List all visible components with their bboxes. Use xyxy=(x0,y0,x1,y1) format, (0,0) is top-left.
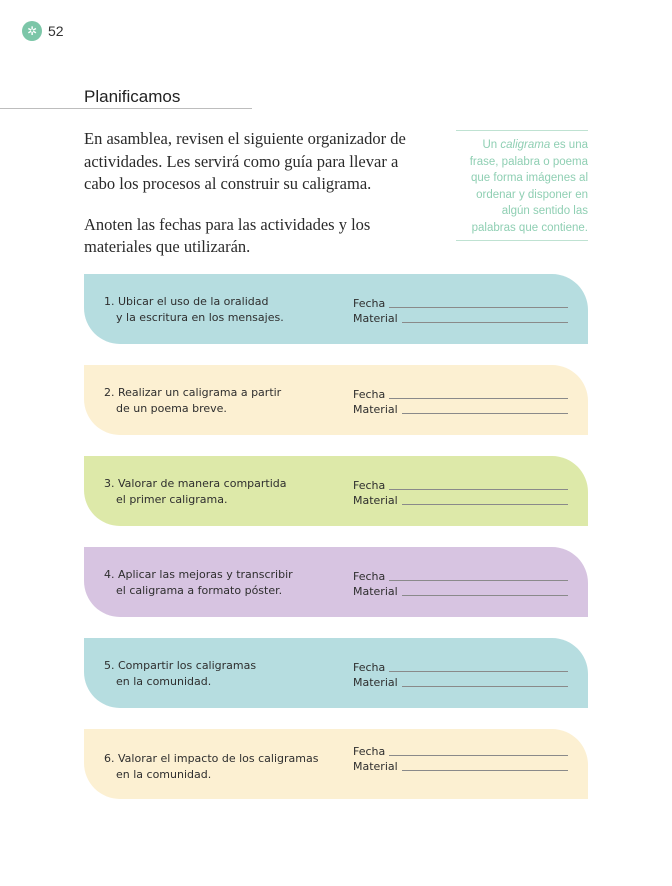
date-label: Fecha xyxy=(353,387,386,401)
task-line-2: el caligrama a formato póster. xyxy=(116,583,283,597)
activity-fields xyxy=(353,742,568,773)
sidenote-term: caligrama xyxy=(500,139,551,151)
activity-fields xyxy=(353,658,568,689)
material-label: Material xyxy=(353,312,398,325)
date-field[interactable] xyxy=(353,742,568,758)
task-line-1: 6. Valorar el impacto de los caligramas xyxy=(104,752,319,765)
activity-task xyxy=(104,658,344,689)
material-label: Material xyxy=(353,676,398,689)
material-write-line[interactable] xyxy=(402,770,568,771)
date-write-line[interactable] xyxy=(389,755,568,756)
material-field[interactable] xyxy=(353,583,568,599)
page-number: 52 xyxy=(48,23,64,39)
material-field[interactable] xyxy=(353,401,568,417)
intro-text xyxy=(84,128,424,277)
task-line-2: en la comunidad. xyxy=(116,674,212,688)
date-write-line[interactable] xyxy=(389,489,568,490)
page-badge-icon: ✲ xyxy=(22,21,42,41)
task-line-2: de un poema breve. xyxy=(116,401,227,415)
activity-card-1 xyxy=(84,274,588,344)
date-write-line[interactable] xyxy=(389,398,568,399)
task-line-1: 2. Realizar un caligrama a partir xyxy=(104,386,282,399)
material-write-line[interactable] xyxy=(402,322,568,323)
task-line-1: 5. Compartir los caligramas xyxy=(104,659,257,672)
activity-card-4 xyxy=(84,547,588,617)
task-line-1: 1. Ubicar el uso de la oralidad xyxy=(104,295,269,308)
activity-card-6 xyxy=(84,729,588,799)
material-field[interactable] xyxy=(353,674,568,690)
material-label: Material xyxy=(353,403,398,416)
task-line-2: y la escritura en los mensajes. xyxy=(116,310,284,324)
date-field[interactable] xyxy=(353,476,568,492)
material-write-line[interactable] xyxy=(402,686,568,687)
date-label: Fecha xyxy=(353,478,386,492)
material-field[interactable] xyxy=(353,758,568,774)
definition-sidenote xyxy=(456,130,588,241)
section-title: Planificamos xyxy=(84,87,181,106)
material-write-line[interactable] xyxy=(402,595,568,596)
activity-fields xyxy=(353,567,568,598)
activity-task xyxy=(104,567,344,598)
intro-paragraph-1: En asamblea, revisen el siguiente organizador de actividades. Les servirá como guía para llevar a cabo los procesos al construir su caligrama. xyxy=(84,129,406,193)
date-label: Fecha xyxy=(353,296,386,310)
activity-fields xyxy=(353,476,568,507)
material-label: Material xyxy=(353,494,398,507)
activity-task xyxy=(104,385,344,416)
material-write-line[interactable] xyxy=(402,504,568,505)
date-write-line[interactable] xyxy=(389,671,568,672)
material-label: Material xyxy=(353,760,398,773)
activity-fields xyxy=(353,385,568,416)
material-label: Material xyxy=(353,585,398,598)
material-field[interactable] xyxy=(353,492,568,508)
activity-card-3 xyxy=(84,456,588,526)
activity-task xyxy=(104,751,344,782)
activity-card-5 xyxy=(84,638,588,708)
activity-task xyxy=(104,294,344,325)
activity-fields xyxy=(353,294,568,325)
date-field[interactable] xyxy=(353,385,568,401)
date-label: Fecha xyxy=(353,569,386,583)
material-field[interactable] xyxy=(353,310,568,326)
task-line-2: el primer caligrama. xyxy=(116,492,228,506)
activity-card-2 xyxy=(84,365,588,435)
sidenote-text: es una frase, palabra o poema que forma imágenes al ordenar y disponer en algún sentido las palabras que contiene. xyxy=(469,139,588,234)
task-line-2: en la comunidad. xyxy=(116,767,212,781)
material-write-line[interactable] xyxy=(402,413,568,414)
date-label: Fecha xyxy=(353,660,386,674)
date-write-line[interactable] xyxy=(389,580,568,581)
date-field[interactable] xyxy=(353,658,568,674)
intro-paragraph-2: Anoten las fechas para las actividades y los materiales que utilizarán. xyxy=(84,214,371,256)
sidenote-prefix: Un xyxy=(482,139,501,151)
date-field[interactable] xyxy=(353,294,568,310)
date-field[interactable] xyxy=(353,567,568,583)
date-label: Fecha xyxy=(353,744,386,758)
date-write-line[interactable] xyxy=(389,307,568,308)
activity-task xyxy=(104,476,344,507)
task-line-1: 4. Aplicar las mejoras y transcribir xyxy=(104,568,293,581)
title-divider xyxy=(0,108,252,109)
task-line-1: 3. Valorar de manera compartida xyxy=(104,477,287,490)
